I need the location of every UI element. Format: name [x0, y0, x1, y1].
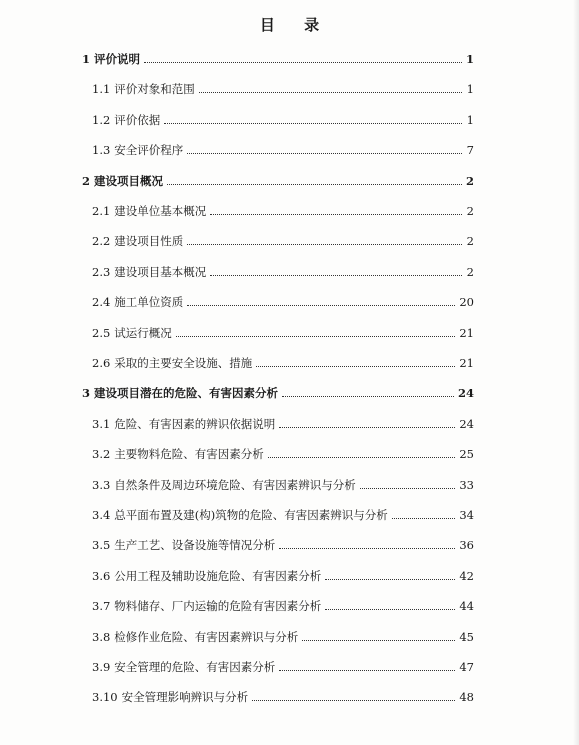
toc-entry-number: 3 — [82, 386, 91, 401]
toc-entry — [92, 291, 474, 309]
toc-entry-page: 2 — [466, 204, 474, 218]
toc-entry-number: 3.9 — [92, 660, 111, 674]
toc-entry-label: 生产工艺、设备设施等情况分析 — [114, 538, 276, 553]
toc-entry — [92, 261, 474, 279]
toc-entry-number: 2.4 — [92, 295, 111, 310]
toc-entry-label: 检修作业危险、有害因素辨识与分析 — [114, 629, 299, 644]
toc-dot-leader — [279, 670, 455, 671]
toc-entry — [92, 626, 474, 644]
toc-entry-number: 3.6 — [92, 568, 111, 583]
toc-entry-number: 3.7 — [92, 599, 111, 614]
toc-entry-number: 2.2 — [92, 234, 111, 249]
toc-dot-leader — [167, 184, 462, 185]
toc-entry-page: 1 — [465, 52, 474, 66]
toc-entry — [92, 534, 474, 552]
toc-entry-number: 3.5 — [92, 538, 111, 553]
toc-entry — [92, 656, 474, 674]
toc-entry-page: 48 — [459, 690, 474, 705]
toc-entry — [92, 595, 474, 613]
toc-entry — [92, 413, 474, 431]
toc-entry-number: 2.1 — [92, 204, 111, 218]
toc-dot-leader — [302, 640, 455, 641]
toc-entry-page: 24 — [457, 386, 474, 401]
toc-entry-label: 评价对象和范围 — [114, 82, 195, 97]
toc-entry-page: 1 — [466, 82, 474, 97]
toc-entry-label: 主要物料危险、有害因素分析 — [114, 447, 264, 462]
toc-entry — [92, 109, 474, 127]
toc-entry-number: 3.8 — [92, 629, 111, 644]
toc-entry-page: 21 — [459, 356, 474, 370]
toc-entry-label: 建设项目基本概况 — [114, 264, 207, 279]
toc-dot-leader — [187, 305, 455, 306]
toc-entry — [92, 139, 474, 157]
toc-entry-label: 建设项目潜在的危险、有害因素分析 — [94, 386, 279, 401]
toc-dot-leader — [392, 518, 456, 519]
toc-entry-label: 物料储存、厂内运输的危险有害因素分析 — [114, 599, 322, 614]
toc-entry — [92, 322, 474, 340]
toc-dot-leader — [279, 548, 455, 549]
toc-entry — [92, 352, 474, 370]
toc-entry-label: 采取的主要安全设施、措施 — [114, 356, 253, 370]
toc-entry-number: 2.5 — [92, 325, 111, 340]
toc-entry-label: 安全管理影响辨识与分析 — [121, 690, 249, 705]
toc-entry-number: 3.10 — [92, 690, 118, 705]
toc-entry-number: 3.3 — [92, 477, 111, 492]
toc-dot-leader — [360, 488, 456, 489]
toc-entry-page: 2 — [466, 264, 474, 279]
toc-entry-label: 试运行概况 — [114, 325, 172, 340]
toc-entry — [82, 48, 474, 66]
toc-dot-leader — [144, 62, 462, 63]
toc-entry-page: 25 — [459, 447, 474, 462]
toc-dot-leader — [187, 153, 462, 154]
toc-dot-leader — [176, 336, 456, 337]
toc-entry-label: 建设单位基本概况 — [114, 204, 207, 218]
toc-dot-leader — [210, 214, 462, 215]
toc-entry-number: 1 — [82, 52, 91, 66]
toc-dot-leader — [282, 396, 454, 397]
toc-entry-page: 2 — [466, 234, 474, 249]
toc-entry — [92, 565, 474, 583]
toc-title: 目 录 — [259, 16, 332, 34]
toc-dot-leader — [252, 700, 455, 701]
toc-entry — [92, 200, 474, 218]
toc-entry — [82, 170, 474, 188]
toc-dot-leader — [325, 579, 455, 580]
toc-entry-label: 施工单位资质 — [114, 295, 184, 310]
toc-dot-leader — [199, 92, 462, 93]
toc-dot-leader — [210, 275, 462, 276]
toc-entry-number: 1.1 — [92, 82, 111, 97]
toc-entry-page: 7 — [466, 143, 474, 158]
toc-entry-label: 自然条件及周边环境危险、有害因素辨识与分析 — [114, 477, 356, 492]
toc-entry-label: 安全管理的危险、有害因素分析 — [114, 660, 276, 674]
toc-entry-label: 危险、有害因素的辨识依据说明 — [114, 416, 276, 431]
toc-entry-label: 公用工程及辅助设施危险、有害因素分析 — [114, 568, 322, 583]
toc-entry-page: 33 — [459, 477, 474, 492]
toc-entry-page: 47 — [459, 660, 474, 674]
toc-entry — [92, 686, 474, 704]
toc-dot-leader — [325, 609, 455, 610]
toc-entry-number: 1.2 — [92, 112, 111, 127]
toc-entry-page: 42 — [459, 568, 474, 583]
toc-entry — [92, 230, 474, 248]
toc-dot-leader — [268, 457, 456, 458]
toc-entry — [92, 504, 474, 522]
toc-entry — [92, 78, 474, 96]
toc-entry-page: 21 — [459, 325, 474, 340]
toc-entry-page: 2 — [465, 173, 474, 188]
toc-dot-leader — [187, 244, 462, 245]
toc-entry-label: 安全评价程序 — [114, 143, 184, 158]
toc-entry — [82, 382, 474, 400]
toc-entry-label: 建设项目概况 — [94, 173, 164, 188]
toc-entry-number: 3.4 — [92, 508, 111, 522]
page-edge-shadow — [573, 0, 579, 745]
toc-entry-label: 建设项目性质 — [114, 234, 184, 249]
toc-entry-page: 1 — [466, 112, 474, 127]
toc-entry-number: 2.6 — [92, 356, 111, 370]
toc-entry-page: 44 — [459, 599, 474, 614]
toc-entry-page: 24 — [459, 416, 474, 431]
toc-entry-label: 总平面布置及建(构)筑物的危险、有害因素辨识与分析 — [114, 508, 388, 522]
toc-entry-page: 20 — [459, 295, 474, 310]
toc-dot-leader — [164, 123, 462, 124]
toc-entry — [92, 474, 474, 492]
toc-dot-leader — [256, 366, 455, 367]
toc-entry-page: 34 — [459, 508, 474, 522]
toc-entry-number: 2.3 — [92, 264, 111, 279]
toc-entry-label: 评价说明 — [94, 52, 141, 66]
toc-entry-label: 评价依据 — [114, 112, 161, 127]
toc-entry-number: 3.1 — [92, 416, 111, 431]
toc-entry-number: 2 — [82, 173, 91, 188]
toc-dot-leader — [279, 427, 455, 428]
toc-entry-page: 36 — [459, 538, 474, 553]
toc-entry — [92, 443, 474, 461]
toc-entry-number: 3.2 — [92, 447, 111, 462]
toc-entry-number: 1.3 — [92, 143, 111, 158]
toc-entry-page: 45 — [459, 629, 474, 644]
